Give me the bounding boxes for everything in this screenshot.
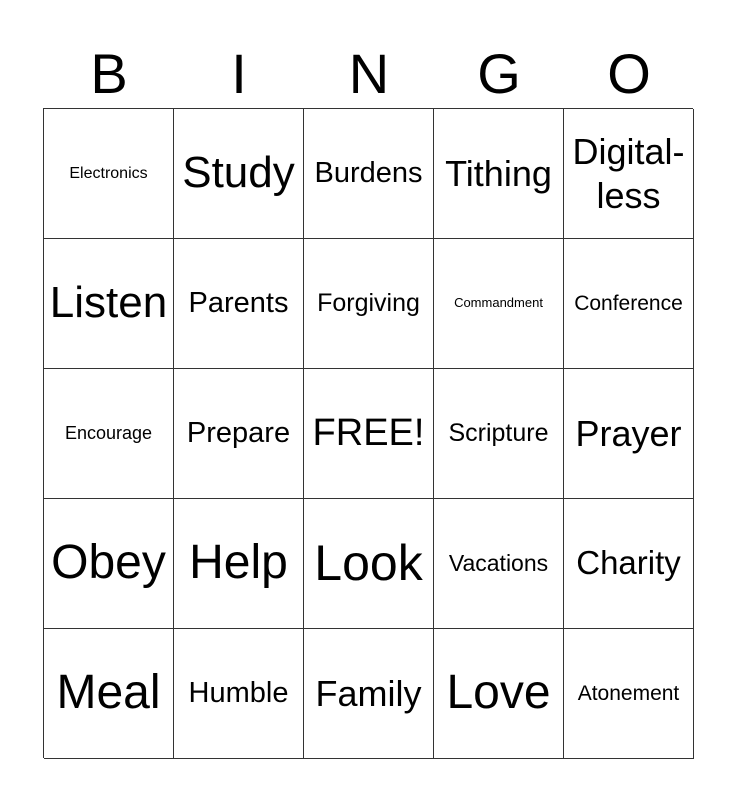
bingo-cell[interactable]: [304, 629, 434, 759]
cell-label: Charity: [576, 544, 681, 582]
header-letter-i: I: [231, 42, 247, 105]
bingo-cell[interactable]: [44, 499, 174, 629]
bingo-header: [44, 40, 694, 108]
bingo-cell[interactable]: [44, 109, 174, 239]
cell-label: Prepare: [186, 416, 291, 449]
header-letter-o: O: [607, 42, 651, 105]
bingo-board: [43, 108, 693, 758]
bingo-cell[interactable]: [564, 109, 694, 239]
cell-label: Look: [314, 535, 423, 591]
header-letter-b: B: [90, 42, 128, 105]
cell-label: Burdens: [314, 156, 423, 189]
free-space-cell[interactable]: [304, 369, 434, 499]
cell-label: Vacations: [448, 549, 549, 576]
bingo-cell[interactable]: [434, 499, 564, 629]
cell-label: Electronics: [69, 164, 148, 182]
cell-label: Help: [189, 536, 288, 590]
bingo-cell[interactable]: [44, 239, 174, 369]
bingo-cell[interactable]: [304, 109, 434, 239]
cell-label: Commandment: [454, 295, 543, 311]
bingo-cell[interactable]: [174, 629, 304, 759]
cell-label: FREE!: [312, 411, 425, 454]
bingo-cell[interactable]: [44, 369, 174, 499]
cell-label: Love: [446, 666, 551, 720]
cell-label: Encourage: [64, 422, 153, 443]
cell-label: Meal: [56, 666, 161, 720]
cell-label: Forgiving: [317, 288, 420, 317]
bingo-cell[interactable]: [174, 499, 304, 629]
cell-label: Tithing: [445, 152, 552, 194]
cell-label: Parents: [188, 286, 289, 319]
cell-label: Obey: [51, 536, 166, 590]
cell-label: Listen: [49, 278, 168, 328]
cell-label: Atonement: [577, 681, 680, 705]
header-letter-g: G: [477, 42, 521, 105]
cell-label: Humble: [188, 676, 289, 709]
bingo-cell[interactable]: [434, 629, 564, 759]
header-letter-n: N: [348, 42, 390, 105]
bingo-cell[interactable]: [174, 369, 304, 499]
bingo-cell[interactable]: [304, 499, 434, 629]
bingo-cell[interactable]: [564, 629, 694, 759]
bingo-cell[interactable]: [434, 369, 564, 499]
cell-label: Prayer: [575, 412, 682, 454]
cell-label: Digital-less: [572, 131, 685, 216]
bingo-cell[interactable]: [434, 239, 564, 369]
bingo-cell[interactable]: [174, 109, 304, 239]
bingo-cell[interactable]: [564, 239, 694, 369]
bingo-cell[interactable]: [304, 239, 434, 369]
cell-label: Conference: [574, 291, 683, 315]
bingo-cell[interactable]: [174, 239, 304, 369]
bingo-cell[interactable]: [564, 499, 694, 629]
bingo-cell[interactable]: [44, 629, 174, 759]
cell-label: Family: [315, 672, 422, 714]
cell-label: Scripture: [448, 418, 549, 447]
cell-label: Study: [182, 148, 295, 198]
bingo-cell[interactable]: [434, 109, 564, 239]
bingo-cell[interactable]: [564, 369, 694, 499]
